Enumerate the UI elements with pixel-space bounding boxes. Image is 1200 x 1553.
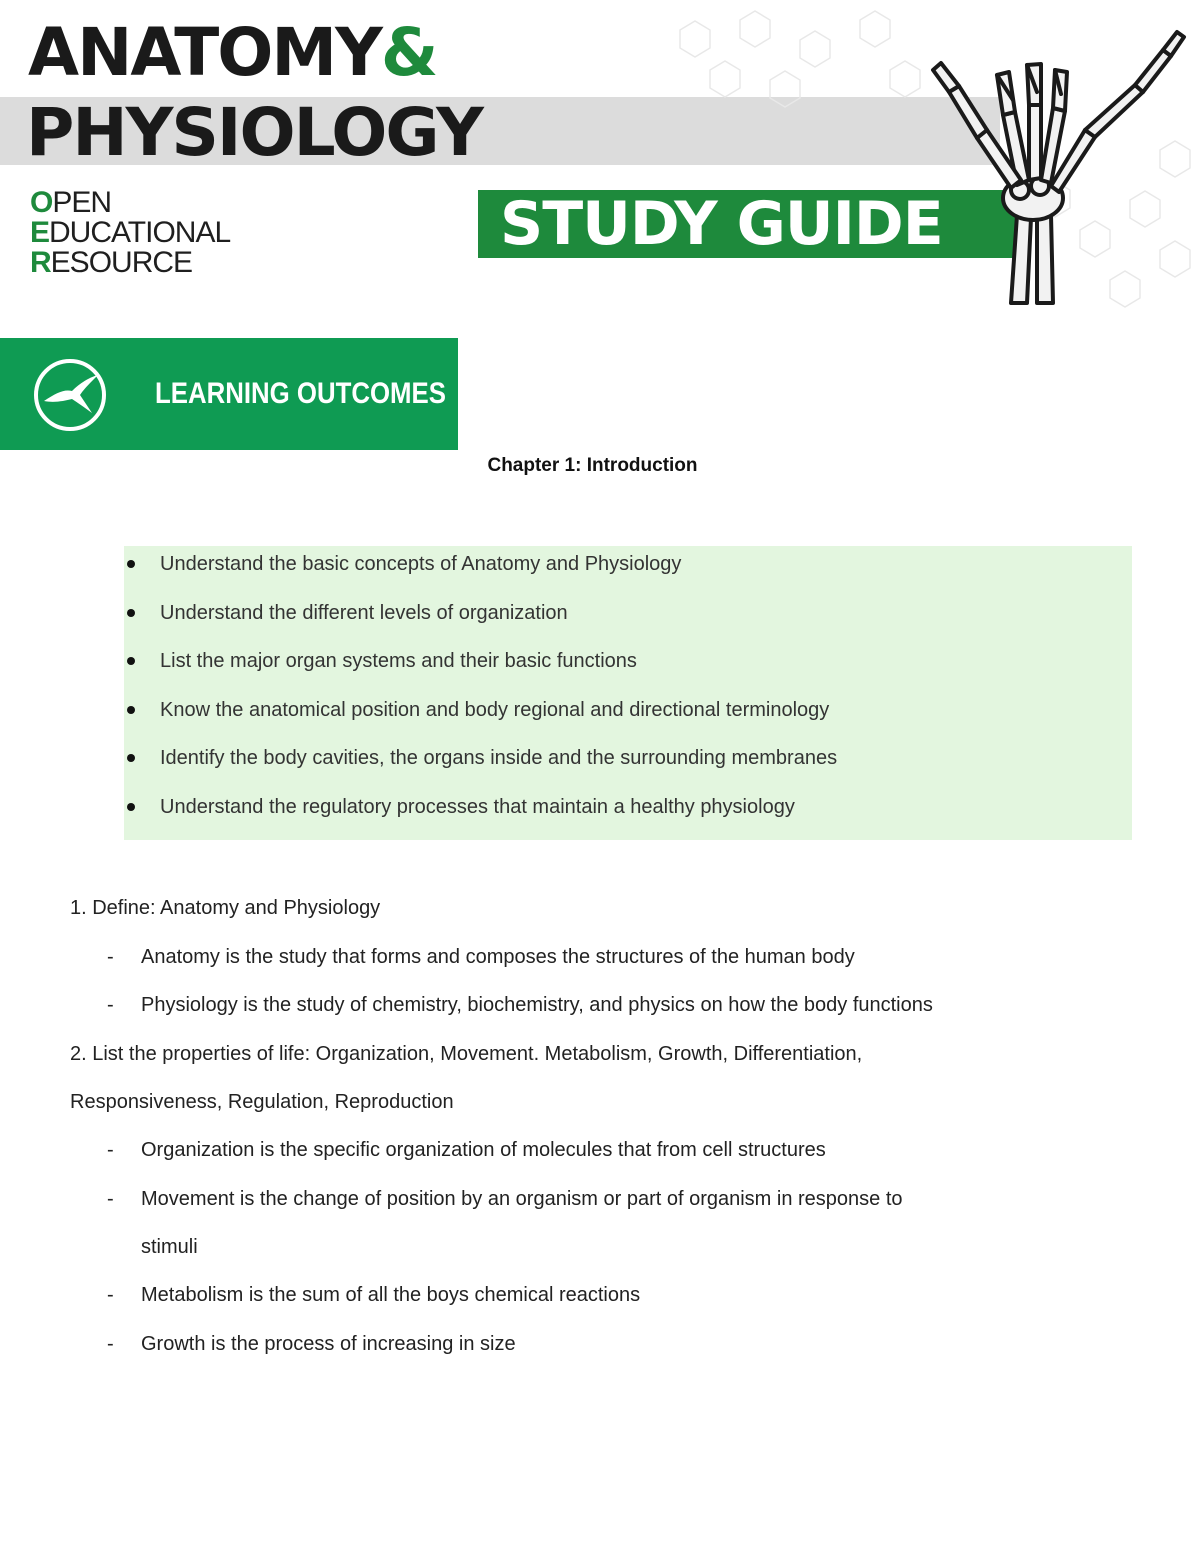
oer-line-resource: RESOURCE [30, 246, 193, 279]
study-guide-banner: STUDY GUIDE [478, 190, 1023, 258]
outcomes-list [124, 546, 1132, 838]
answer-item: - Organization is the specific organization of molecules that from cell structures [107, 1139, 826, 1161]
bullet-icon [127, 560, 135, 568]
answer-item-continued: stimuli [141, 1236, 198, 1258]
bullet-icon [127, 609, 135, 617]
question-1: 1. Define: Anatomy and Physiology [70, 897, 381, 919]
chapter-title: Chapter 1: Introduction [487, 455, 698, 476]
skeleton-hand-icon [925, 20, 1200, 305]
frigate-bird-logo-icon [32, 357, 108, 433]
title-anatomy: ANATOMY& [28, 14, 437, 91]
bullet-icon [127, 706, 135, 714]
oer-line-open: OPEN [30, 186, 112, 219]
outcome-item: Understand the regulatory processes that maintain a healthy physiology [124, 789, 1132, 838]
answer-item: - Movement is the change of position by an organism or part of organism in response to [107, 1188, 903, 1210]
answer-item: - Growth is the process of increasing in size [107, 1333, 516, 1355]
title-ampersand: & [380, 14, 437, 91]
answer-item: - Anatomy is the study that forms and composes the structures of the human body [107, 946, 855, 968]
outcome-item: Know the anatomical position and body regional and directional terminology [124, 692, 1132, 741]
bullet-icon [127, 657, 135, 665]
outcome-item: List the major organ systems and their basic functions [124, 643, 1132, 692]
answer-item: - Metabolism is the sum of all the boys chemical reactions [107, 1284, 641, 1306]
oer-logo-text [30, 188, 230, 278]
oer-line-educational: EDUCATIONAL [30, 216, 231, 249]
outcome-item: Understand the different levels of organization [124, 595, 1132, 644]
question-2: 2. List the properties of life: Organization, Movement. Metabolism, Growth, Differentiation, [70, 1043, 863, 1065]
answer-item: - Physiology is the study of chemistry, biochemistry, and physics on how the body functions [107, 994, 933, 1016]
bullet-icon [127, 803, 135, 811]
bullet-icon [127, 754, 135, 762]
title-physiology: PHYSIOLOGY [26, 94, 482, 171]
question-2-continued: Responsiveness, Regulation, Reproduction [70, 1091, 454, 1113]
outcome-item: Identify the body cavities, the organs inside and the surrounding membranes [124, 740, 1132, 789]
learning-outcomes-title: LEARNING OUTCOMES [155, 377, 446, 410]
outcome-item: Understand the basic concepts of Anatomy and Physiology [124, 546, 1132, 595]
